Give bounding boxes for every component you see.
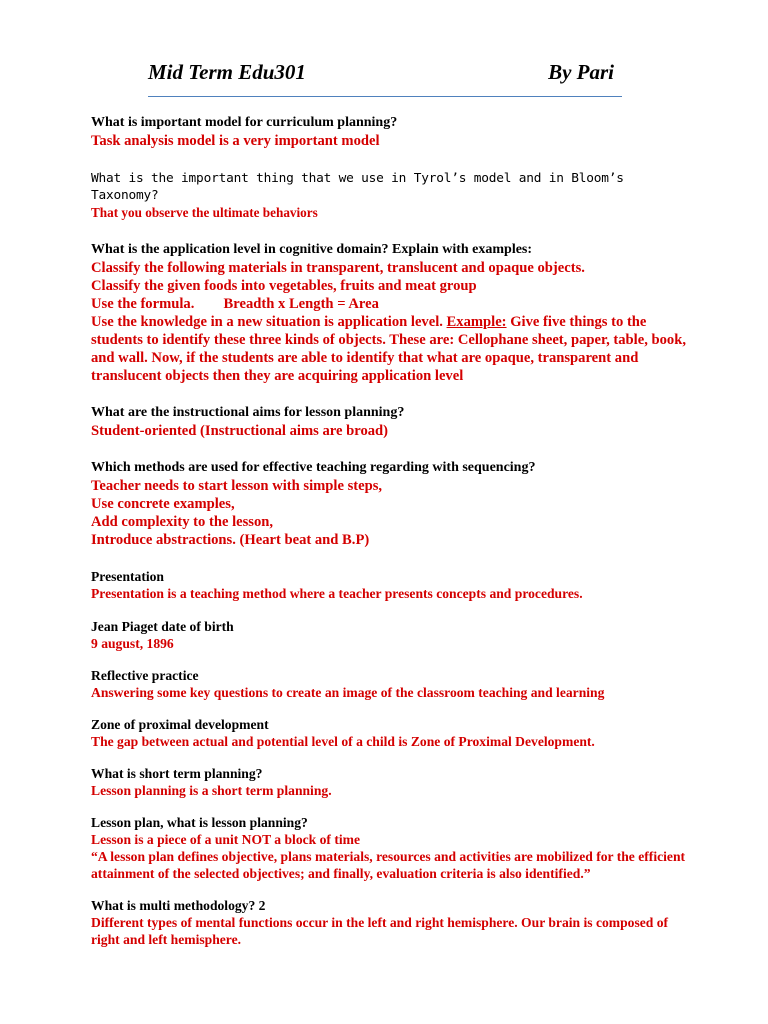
qa-block	[91, 114, 691, 150]
question: Jean Piaget date of birth	[91, 619, 234, 634]
question: What is the application level in cognitive domain? Explain with examples:	[91, 242, 533, 257]
qa-block	[91, 765, 691, 799]
answer-text: Give five things to the students to identify these three kinds of objects. These are: Cellophane sheet, paper, table, book, and wall. Now, if the students are able to identify that what are opaque, transparent and translucent objects then they are acquiring application level	[91, 314, 686, 384]
question: Reflective practice	[91, 668, 199, 683]
answer: Use the formula. Breadth x Length = Area	[91, 296, 379, 312]
answer: The gap between actual and potential level of a child is Zone of Proximal Development.	[91, 734, 595, 749]
qa-block	[91, 814, 691, 882]
answer: Different types of mental functions occur in the left and right hemisphere. Our brain is composed of right and left hemisphere.	[91, 915, 669, 947]
answer-quote: “A lesson plan defines objective, plans materials, resources and activities are mobilized for the efficient attainment of the selected objectives; and finally, evaluation criteria is also identified.”	[91, 849, 686, 881]
question: What is multi methodology? 2	[91, 898, 266, 913]
qa-block	[91, 618, 691, 652]
question: Zone of proximal development	[91, 717, 269, 732]
question: What are the instructional aims for lesson planning?	[91, 405, 405, 420]
qa-block	[91, 897, 691, 948]
question: Lesson plan, what is lesson planning?	[91, 815, 308, 830]
qa-block	[91, 568, 691, 602]
answer: Introduce abstractions. (Heart beat and B.P)	[91, 532, 370, 548]
answer-paragraph	[91, 313, 691, 385]
answer: That you observe the ultimate behaviors	[91, 205, 318, 220]
answer: 9 august, 1896	[91, 636, 174, 651]
answer: Use concrete examples,	[91, 496, 235, 512]
answer: Add complexity to the lesson,	[91, 514, 274, 530]
answer: Classify the following materials in transparent, translucent and opaque objects.	[91, 260, 585, 276]
qa-block	[91, 404, 691, 440]
qa-block	[91, 241, 691, 385]
question: What is short term planning?	[91, 766, 263, 781]
qa-block	[91, 170, 691, 221]
question: What is the important thing that we use in Tyrol’s model and in Bloom’s Taxonomy?	[91, 171, 624, 203]
qa-block	[91, 716, 691, 750]
answer: Classify the given foods into vegetables, fruits and meat group	[91, 278, 477, 294]
document-title: Mid Term Edu301	[148, 60, 306, 84]
qa-block	[91, 667, 691, 701]
answer: Task analysis model is a very important model	[91, 133, 380, 149]
question: What is important model for curriculum planning?	[91, 115, 398, 130]
question: Presentation	[91, 569, 164, 584]
answer: Presentation is a teaching method where a teacher presents concepts and procedures.	[91, 586, 583, 601]
example-label: Example:	[446, 314, 507, 330]
document-body	[91, 114, 691, 948]
answer: Lesson planning is a short term planning.	[91, 783, 332, 798]
question: Which methods are used for effective teaching regarding with sequencing?	[91, 460, 536, 475]
answer-text: Use the knowledge in a new situation is application level.	[91, 314, 447, 330]
document-header	[148, 58, 622, 97]
document-author: By Pari	[548, 60, 614, 84]
answer: Lesson is a piece of a unit NOT a block of time	[91, 832, 360, 847]
answer: Answering some key questions to create an image of the classroom teaching and learning	[91, 685, 605, 700]
answer: Teacher needs to start lesson with simple steps,	[91, 478, 383, 494]
qa-block	[91, 459, 691, 549]
answer: Student-oriented (Instructional aims are broad)	[91, 423, 389, 439]
